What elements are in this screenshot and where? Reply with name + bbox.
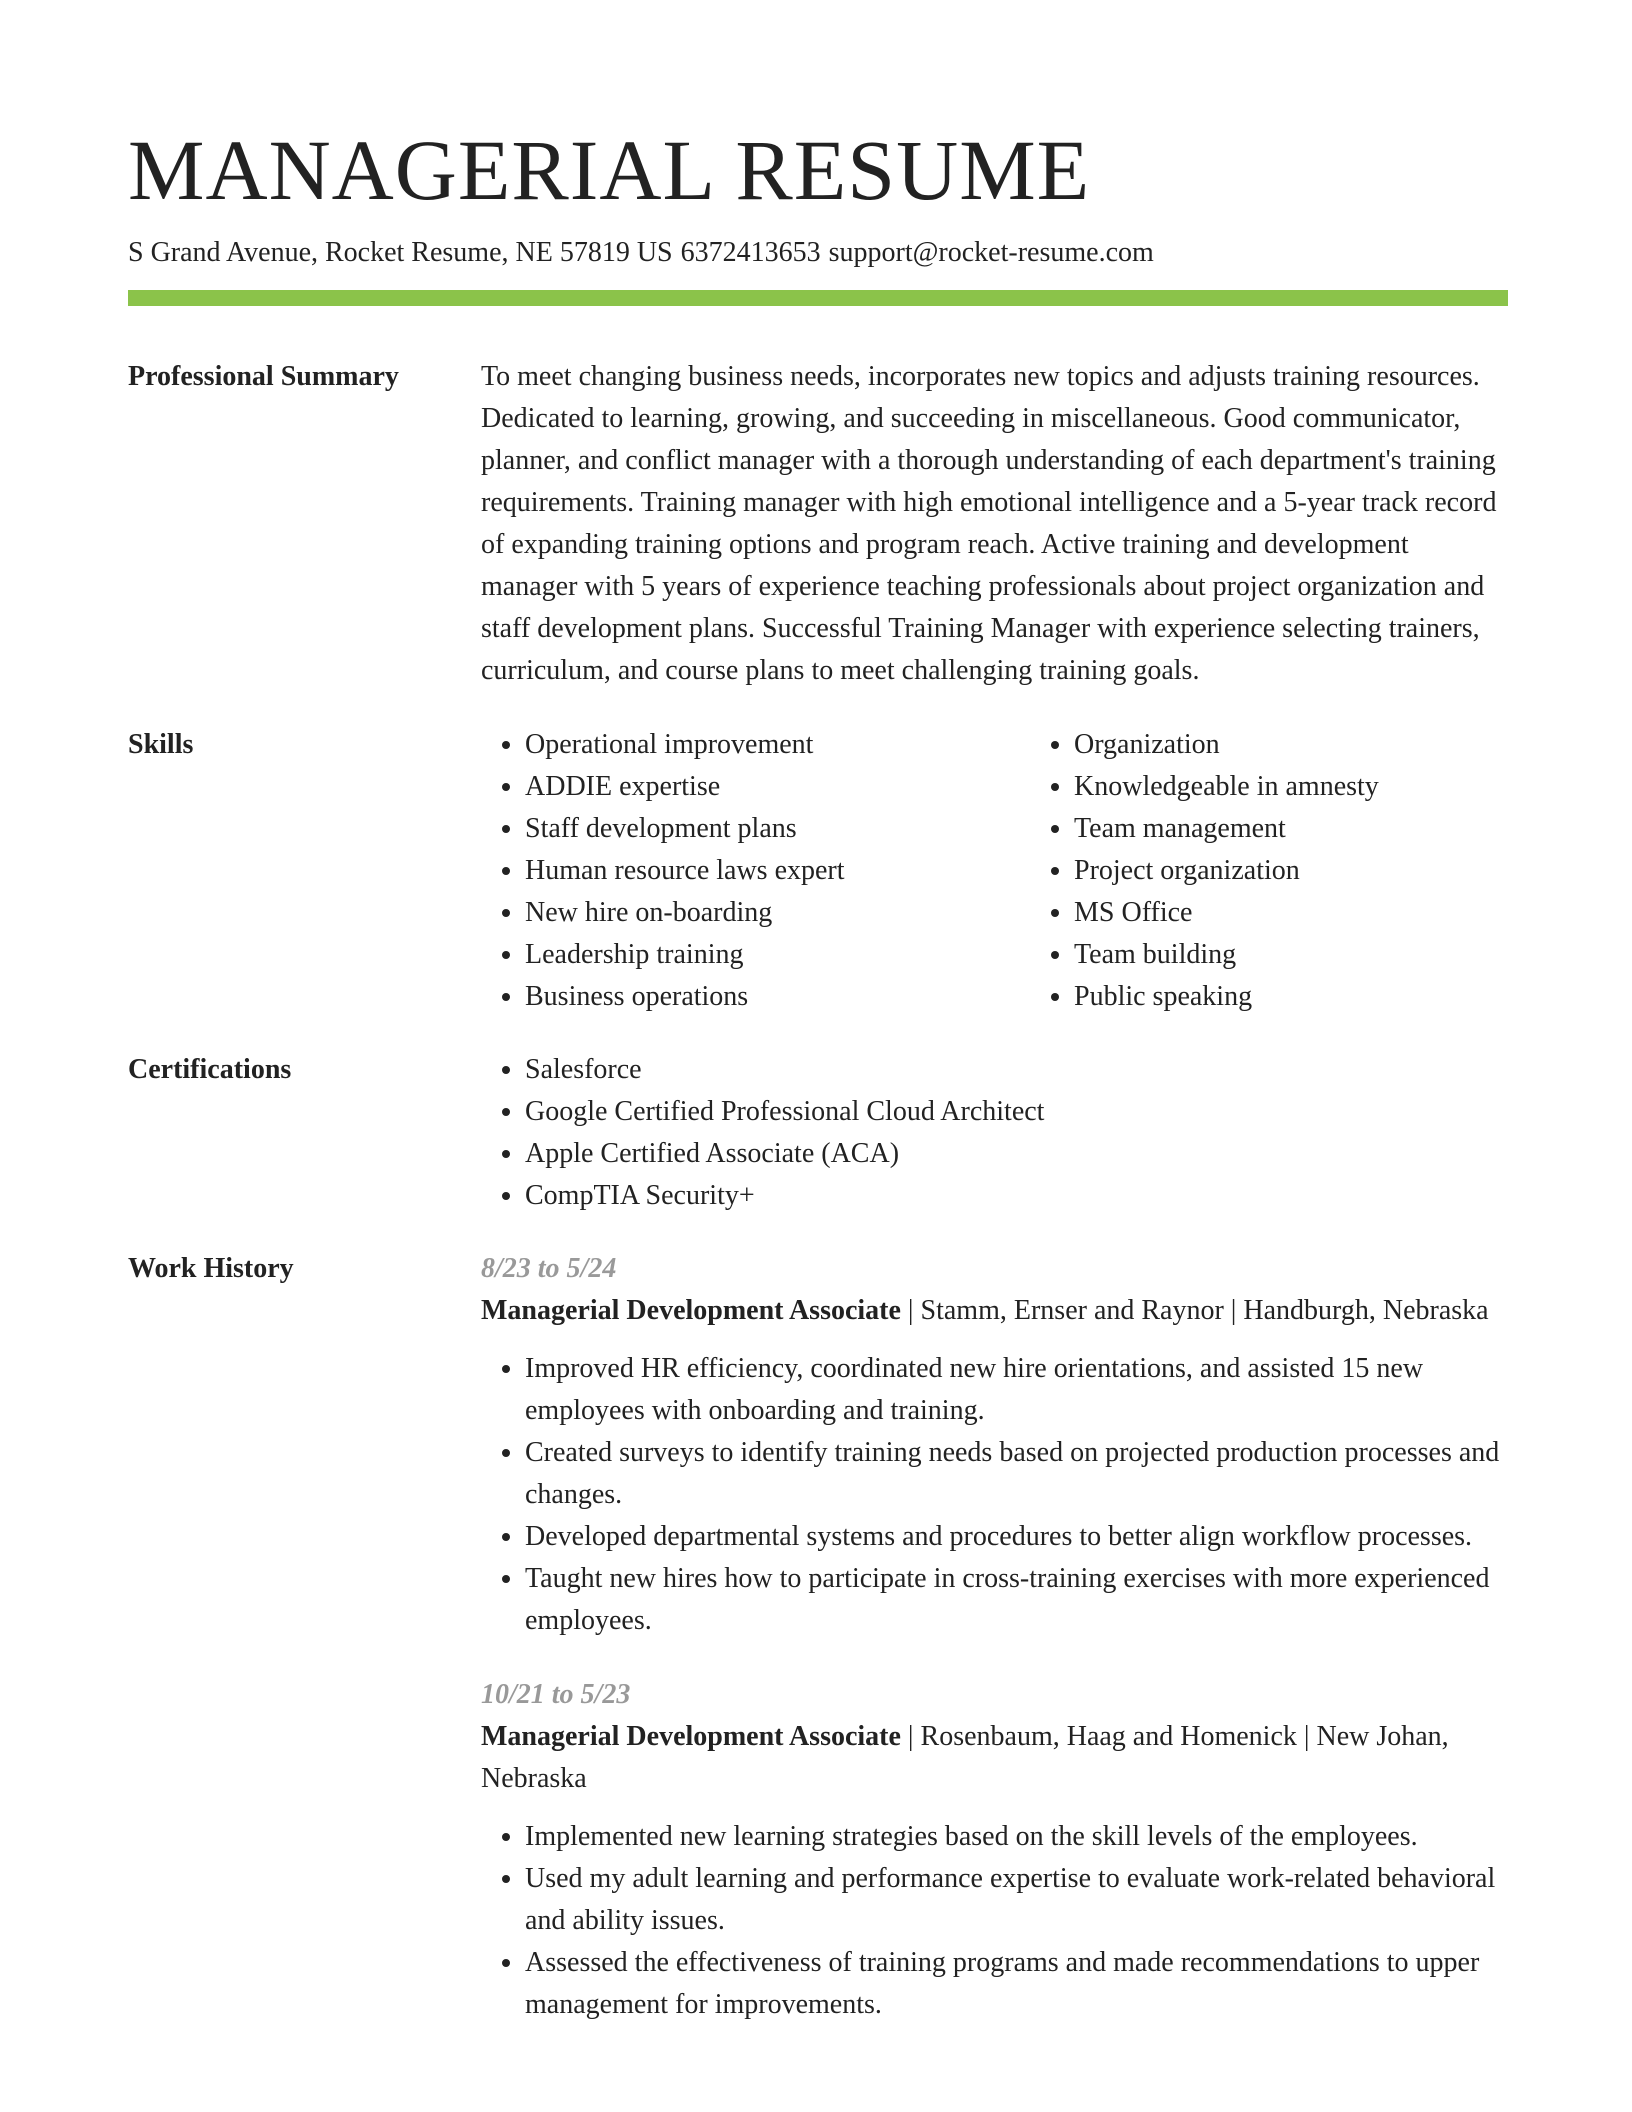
header-divider [128,290,1508,306]
skills-grid [481,724,1579,1018]
job-title: Managerial Development Associate [481,1721,901,1752]
job-heading [481,1290,1508,1332]
skill-item: • Operational improvement [525,724,1030,766]
contact-email[interactable]: support@rocket-resume.com [828,237,1154,268]
certification-item: • Google Certified Professional Cloud Architect [525,1091,1508,1133]
contact-address: S Grand Avenue, Rocket Resume, NE 57819 US [128,237,673,268]
job-bullet: • Developed departmental systems and procedures to better align workflow processes. [525,1516,1508,1558]
contact-phone: 6372413653 [680,237,821,268]
job-entry [481,1248,1508,1642]
skill-item: • New hire on-boarding [525,892,1030,934]
summary-section [128,356,1508,692]
skill-item: • Organization [1074,724,1579,766]
resume-title: MANAGERIAL RESUME [128,122,1091,218]
job-heading [481,1716,1508,1800]
job-bullet: • Improved HR efficiency, coordinated new hire orientations, and assisted 15 new employees with onboarding and training. [525,1348,1508,1432]
job-bullets [481,1348,1508,1642]
skill-item: • Leadership training [525,934,1030,976]
skill-item: • Public speaking [1074,976,1579,1018]
work-history-label: Work History [128,1253,294,1284]
skill-item: • Project organization [1074,850,1579,892]
certifications-list [481,1049,1508,1217]
skills-section [128,724,1508,1018]
skill-item: • ADDIE expertise [525,766,1030,808]
job-title: Managerial Development Associate [481,1295,901,1326]
job-employer-location: | Stamm, Ernser and Raynor | Handburgh, Nebraska [900,1295,1489,1326]
summary-label: Professional Summary [128,361,399,392]
job-bullets [481,1816,1508,2026]
certifications-section [128,1049,1508,1217]
skill-item: • Human resource laws expert [525,850,1030,892]
resume-page [128,0,1508,2026]
job-employer-location: | Rosenbaum, Haag and Homenick | New Johan, Nebraska [481,1721,1449,1794]
skill-item: • MS Office [1074,892,1579,934]
job-bullet: • Created surveys to identify training needs based on projected production processes and changes. [525,1432,1508,1516]
skill-item: • Team building [1074,934,1579,976]
job-bullet: • Implemented new learning strategies based on the skill levels of the employees. [525,1816,1508,1858]
work-history-section [128,1248,1508,2026]
skills-label: Skills [128,729,194,760]
certification-item: • Salesforce [525,1049,1508,1091]
skill-item: • Team management [1074,808,1579,850]
job-entry [481,1674,1508,2026]
skill-item: • Knowledgeable in amnesty [1074,766,1579,808]
job-bullet: • Assessed the effectiveness of training programs and made recommendations to upper management for improvements. [525,1942,1508,2026]
skills-list-right [1030,724,1579,1018]
job-bullet: • Taught new hires how to participate in cross-training exercises with more experienced employees. [525,1558,1508,1642]
summary-text: To meet changing business needs, incorporates new topics and adjusts training resources. Dedicated to learning, growing, and succeeding in miscellaneous. Good communicator, planner, and conflict manager with a thorough understanding of each department's training requirements. Training manager with high emotional intelligence and a 5-year track record of expanding training options and program reach. Active training and development manager with 5 years of experience teaching professionals about project organization and staff development plans. Successful Training Manager with experience selecting trainers, curriculum, and course plans to meet challenging training goals. [481,361,1497,686]
skill-item: • Staff development plans [525,808,1030,850]
certifications-label: Certifications [128,1054,292,1085]
certification-item: • CompTIA Security+ [525,1175,1508,1217]
job-dates: 8/23 to 5/24 [481,1253,617,1284]
skills-list-left [481,724,1030,1018]
certification-item: • Apple Certified Associate (ACA) [525,1133,1508,1175]
contact-line [128,236,1508,270]
job-dates: 10/21 to 5/23 [481,1679,631,1710]
job-bullet: • Used my adult learning and performance expertise to evaluate work-related behavioral and ability issues. [525,1858,1508,1942]
skill-item: • Business operations [525,976,1030,1018]
